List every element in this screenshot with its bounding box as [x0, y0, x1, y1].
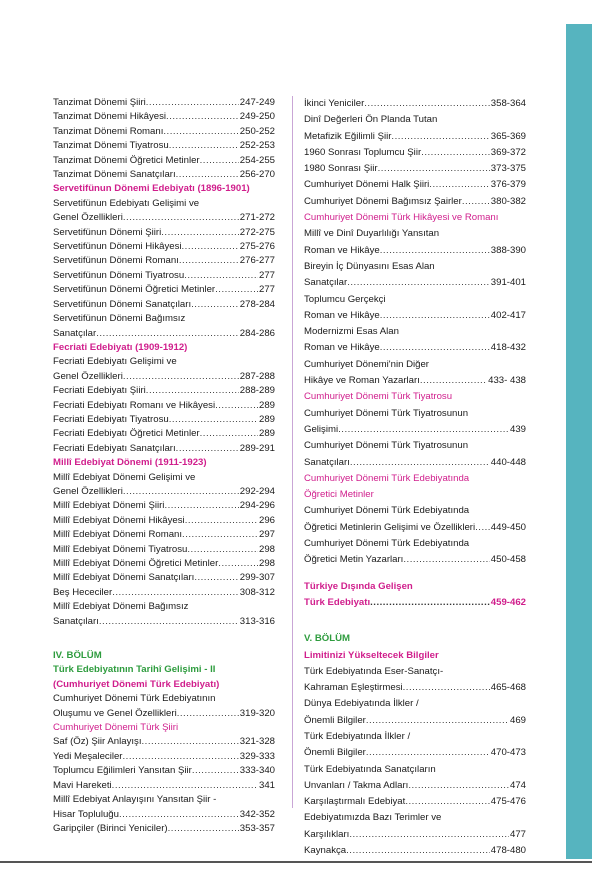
- dot-leader: [408, 778, 509, 794]
- dot-leader: [380, 243, 490, 259]
- toc-entry[interactable]: [53, 499, 275, 513]
- toc-entry[interactable]: [304, 778, 526, 794]
- dot-leader: [176, 442, 239, 456]
- toc-entry-title: Beş Hececiler: [53, 586, 113, 598]
- toc-entry-line: Dünya Edebiyatında İlkler /: [304, 698, 419, 710]
- toc-entry-title: Fecriati Edebiyatı Tiyatrosu: [53, 413, 169, 425]
- toc-entry-title: Saf (Öz) Şiir Anlayışı: [53, 736, 142, 748]
- section-heading: Limitinizi Yükseltecek Bilgiler: [304, 649, 439, 661]
- toc-entry-title: Roman ve Hikâye: [304, 309, 380, 321]
- toc-entry[interactable]: [53, 442, 275, 456]
- section-heading: Servetifünun Dönemi Edebiyatı (1896-1901): [53, 183, 250, 195]
- toc-entry[interactable]: [304, 843, 526, 859]
- toc-page-number: 373-375: [490, 163, 526, 175]
- toc-entry[interactable]: [304, 794, 526, 810]
- dot-leader: [347, 275, 490, 291]
- toc-entry[interactable]: [304, 96, 526, 112]
- toc-entry-title: Cumhuriyet Dönemi Halk Şiiri: [304, 179, 430, 191]
- toc-page-number: 256-270: [239, 169, 275, 181]
- dot-leader: [420, 373, 487, 389]
- toc-entry[interactable]: [53, 571, 275, 585]
- toc-entry-title: Millî Edebiyat Dönemi Tiyatrosu: [53, 543, 188, 555]
- toc-page-number: 288-289: [239, 385, 275, 397]
- toc-page-number: 391-401: [490, 277, 526, 289]
- toc-page-number: 439: [509, 423, 526, 435]
- toc-page-number: 477: [509, 828, 526, 840]
- toc-entry-title: Servetifünun Dönemi Romanı: [53, 255, 179, 267]
- dot-leader: [112, 586, 239, 600]
- toc-entry-line: Dinî Değerleri Ön Planda Tutan: [304, 114, 438, 126]
- toc-page-number: 284-286: [239, 327, 275, 339]
- toc-entry-title: Genel Özellikleri: [53, 370, 123, 382]
- toc-page-number: 380-382: [490, 195, 526, 207]
- part-heading: Türk Edebiyatının Tarihî Gelişimi - II: [53, 664, 216, 676]
- column-divider: [292, 96, 293, 808]
- toc-entry-title: Millî Edebiyat Dönemi Şiiri: [53, 500, 165, 512]
- dot-leader: [194, 571, 238, 585]
- toc-page-number: 289: [258, 413, 275, 425]
- dot-leader: [338, 422, 509, 438]
- toc-entry[interactable]: [53, 543, 275, 557]
- dot-leader: [192, 764, 239, 778]
- toc-page-number: 287-288: [239, 370, 275, 382]
- toc-entry-title: Unvanları / Takma Adları: [304, 779, 409, 791]
- toc-entry[interactable]: [53, 808, 275, 822]
- toc-entry-title: Mavi Hareketi: [53, 779, 112, 791]
- toc-page-number: 254-255: [239, 154, 275, 166]
- toc-page-number: 247-249: [239, 97, 275, 108]
- toc-page-number: 474: [509, 779, 526, 791]
- toc-page-number: 298: [258, 558, 275, 569]
- toc-entry-line: Cumhuriyet Dönemi Türk Edebiyatının: [53, 693, 216, 705]
- toc-entry-title: Millî Edebiyat Dönemi Öğretici Metinler: [53, 558, 219, 569]
- toc-entry-title: Türk Edebiyatı: [304, 596, 371, 608]
- toc-entry-title: Millî Edebiyat Dönemi Romanı: [53, 529, 183, 541]
- toc-entry-line: Servetifünun Edebiyatı Gelişimi ve: [53, 197, 200, 209]
- dot-leader: [185, 514, 258, 528]
- toc-page-number: 459-462: [490, 596, 526, 608]
- toc-entry[interactable]: [304, 520, 526, 536]
- toc-column-right: [304, 96, 526, 859]
- dot-leader: [142, 735, 239, 749]
- toc-entry-line: Cumhuriyet Dönemi Türk Tiyatrosunun: [304, 407, 469, 419]
- dot-leader: [184, 269, 258, 283]
- toc-entry-title: Millî Edebiyat Dönemi Hikâyesi: [53, 514, 185, 526]
- toc-entry-line: Türk Edebiyatında İlkler /: [304, 730, 411, 742]
- dot-leader: [169, 413, 258, 427]
- toc-entry-title: 1960 Sonrası Toplumcu Şiir: [304, 146, 422, 158]
- toc-entry[interactable]: [304, 340, 526, 356]
- toc-entry-title: Yedi Meşaleciler: [53, 750, 123, 762]
- dot-leader: [177, 707, 239, 721]
- toc-entry[interactable]: [53, 96, 275, 110]
- toc-page-number: 440-448: [490, 456, 526, 468]
- toc-page-number: 252-253: [239, 140, 275, 152]
- toc-entry-title: Önemli Bilgiler: [304, 714, 366, 726]
- toc-entry[interactable]: [304, 680, 526, 696]
- dot-leader: [349, 827, 509, 843]
- toc-entry[interactable]: [304, 595, 526, 611]
- toc-entry-title: Roman ve Hikâye: [304, 244, 380, 256]
- toc-entry-title: Fecriati Edebiyatı Sanatçıları: [53, 442, 176, 454]
- dot-leader: [96, 327, 239, 341]
- toc-entry-title: Roman ve Hikâye: [304, 342, 380, 354]
- toc-page-number: 465-468: [490, 682, 526, 694]
- toc-entry[interactable]: [53, 764, 275, 778]
- toc-entry-title: Fecriati Edebiyatı Öğretici Metinler: [53, 428, 200, 440]
- dot-leader: [218, 557, 258, 571]
- dot-leader: [200, 427, 258, 441]
- toc-entry[interactable]: [53, 586, 275, 600]
- dot-leader: [429, 177, 489, 193]
- section-spacer: [53, 629, 275, 649]
- dot-leader: [164, 499, 238, 513]
- dot-leader: [462, 194, 490, 210]
- toc-page-number: 369-372: [490, 146, 526, 158]
- toc-entry[interactable]: [304, 275, 526, 291]
- toc-entry[interactable]: [53, 485, 275, 499]
- dot-leader: [163, 125, 238, 139]
- toc-entry-title: Hikâye ve Roman Yazarları: [304, 375, 420, 387]
- toc-entry[interactable]: [304, 713, 526, 729]
- toc-entry-line: Servetifünun Dönemi Bağımsız: [53, 313, 186, 325]
- dot-leader: [166, 110, 239, 124]
- dot-leader: [123, 485, 239, 499]
- toc-entry-line: Edebiyatımızda Bazı Terimler ve: [304, 812, 442, 824]
- toc-entry[interactable]: [53, 211, 275, 225]
- toc-page-number: 365-369: [490, 130, 526, 142]
- toc-entry-line: Cumhuriyet Dönemi Türk Edebiyatında: [304, 538, 470, 550]
- toc-page-number: 319-320: [239, 707, 275, 719]
- toc-page-number: 418-432: [490, 342, 526, 354]
- toc-entry-title: Genel Özellikleri: [53, 212, 123, 224]
- toc-entry-line: Toplumcu Gerçekçi: [304, 293, 386, 305]
- toc-entry[interactable]: [304, 243, 526, 259]
- toc-entry-line: Millî Edebiyat Dönemi Gelişimi ve: [53, 471, 196, 483]
- toc-entry[interactable]: [53, 779, 275, 793]
- toc-entry[interactable]: [53, 240, 275, 254]
- toc-entry-title: Toplumcu Eğilimleri Yansıtan Şiir: [53, 765, 192, 777]
- toc-page-number: 353-357: [239, 822, 275, 834]
- toc-entry-title: Tanzimat Dönemi Romanı: [53, 125, 164, 137]
- dot-leader: [168, 822, 239, 836]
- toc-entry[interactable]: [53, 298, 275, 312]
- toc-entry[interactable]: [53, 110, 275, 124]
- toc-page-number: 276-277: [239, 255, 275, 267]
- toc-entry-title: Tanzimat Dönemi Öğretici Metinler: [53, 154, 200, 166]
- toc-page-number: 308-312: [239, 586, 275, 598]
- toc-entry[interactable]: [53, 399, 275, 413]
- dot-leader: [146, 96, 239, 110]
- toc-page-number: 277: [258, 284, 275, 296]
- dot-leader: [403, 680, 490, 696]
- dot-leader: [200, 154, 239, 168]
- toc-entry[interactable]: [53, 427, 275, 441]
- section-heading: Türkiye Dışında Gelişen: [304, 580, 413, 592]
- dot-leader: [176, 168, 239, 182]
- toc-entry-title: Tanzimat Dönemi Hikâyesi: [53, 111, 167, 123]
- toc-entry[interactable]: [304, 177, 526, 193]
- dot-leader: [364, 96, 490, 112]
- toc-entry-title: İkinci Yeniciler: [304, 98, 365, 109]
- toc-page-number: 271-272: [239, 212, 275, 224]
- toc-page-number: 272-275: [239, 226, 275, 238]
- subsection-heading: Cumhuriyet Dönemi Türk Edebiyatında: [304, 472, 470, 484]
- section-spacer: [304, 569, 526, 579]
- toc-page-number: 298: [258, 543, 275, 555]
- toc-page-number: 388-390: [490, 244, 526, 256]
- toc-entry[interactable]: [53, 226, 275, 240]
- toc-page-number: 342-352: [239, 808, 275, 820]
- toc-entry[interactable]: [304, 455, 526, 471]
- toc-page-number: 376-379: [490, 179, 526, 191]
- toc-page-number: 321-328: [239, 736, 275, 748]
- toc-entry[interactable]: [53, 269, 275, 283]
- toc-entry-line: Cumhuriyet Dönemi Türk Edebiyatında: [304, 505, 470, 517]
- section-heading: (Cumhuriyet Dönemi Türk Edebiyatı): [53, 678, 220, 690]
- toc-page-number: 449-450: [490, 521, 526, 533]
- dot-leader: [187, 543, 258, 557]
- toc-entry-title: Servetifünun Dönemi Öğretici Metinler: [53, 284, 216, 296]
- page-bottom-rule: [0, 861, 592, 863]
- toc-entry[interactable]: [53, 254, 275, 268]
- toc-page-number: 358-364: [490, 98, 526, 109]
- toc-entry[interactable]: [53, 370, 275, 384]
- toc-entry-title: Millî Edebiyat Dönemi Sanatçıları: [53, 572, 195, 584]
- dot-leader: [161, 226, 239, 240]
- dot-leader: [366, 745, 490, 761]
- toc-entry-title: Tanzimat Dönemi Şiiri: [53, 97, 146, 108]
- toc-entry[interactable]: [53, 384, 275, 398]
- dot-leader: [179, 254, 239, 268]
- subsection-heading: Cumhuriyet Dönemi Türk Hikâyesi ve Romanı: [304, 212, 499, 224]
- toc-entry-title: Kaynakça: [304, 845, 347, 857]
- toc-entry-title: Kahraman Eşleştirmesi: [304, 682, 403, 694]
- dot-leader: [370, 595, 490, 611]
- toc-entry[interactable]: [53, 283, 275, 297]
- subsection-heading: Öğretici Metinler: [304, 489, 374, 501]
- dot-leader: [391, 129, 489, 145]
- toc-page-number: 275-276: [239, 241, 275, 253]
- toc-entry[interactable]: [53, 750, 275, 764]
- toc-entry[interactable]: [53, 168, 275, 182]
- toc-page-number: 289-291: [239, 442, 275, 454]
- toc-entry-title: 1980 Sonrası Şiir: [304, 163, 378, 175]
- toc-entry-title: Metafizik Eğilimli Şiir: [304, 130, 392, 142]
- toc-entry[interactable]: [53, 327, 275, 341]
- toc-entry-line: Fecriati Edebiyatı Gelişimi ve: [53, 356, 177, 368]
- toc-page-number: 470-473: [490, 747, 526, 759]
- toc-page-number: 341: [258, 779, 275, 791]
- toc-entry[interactable]: [53, 413, 275, 427]
- toc-page-number: 450-458: [490, 554, 526, 566]
- toc-entry-title: Önemli Bilgiler: [304, 747, 366, 759]
- section-heading: Fecriati Edebiyatı (1909-1912): [53, 341, 188, 353]
- dot-leader: [146, 384, 239, 398]
- toc-entry-title: Servetifünun Dönemi Hikâyesi: [53, 241, 182, 253]
- toc-page-number: 278-284: [239, 298, 275, 310]
- toc-entry-line: Millî Edebiyat Dönemi Bağımsız: [53, 601, 189, 613]
- toc-entry-line: Bireyin İç Dünyasını Esas Alan: [304, 260, 435, 272]
- dot-leader: [215, 283, 258, 297]
- toc-entry[interactable]: [53, 707, 275, 721]
- dot-leader: [380, 308, 490, 324]
- section-spacer: [304, 611, 526, 631]
- toc-entry-title: Öğretici Metin Yazarları: [304, 554, 404, 566]
- dot-leader: [346, 843, 490, 859]
- toc-entry[interactable]: [53, 528, 275, 542]
- dot-leader: [99, 615, 239, 629]
- toc-entry-title: Sanatçıları: [304, 456, 350, 468]
- dot-leader: [123, 370, 239, 384]
- part-heading: V. BÖLÜM: [304, 633, 351, 645]
- toc-entry[interactable]: [304, 308, 526, 324]
- toc-entry[interactable]: [53, 557, 275, 571]
- toc-entry[interactable]: [304, 552, 526, 568]
- toc-entry-title: Tanzimat Dönemi Tiyatrosu: [53, 140, 169, 152]
- toc-entry[interactable]: [304, 194, 526, 210]
- toc-entry-title: Hisar Topluluğu: [53, 808, 119, 820]
- toc-entry-line: Cumhuriyet Dönemi Türk Tiyatrosunun: [304, 440, 469, 452]
- toc-entry[interactable]: [304, 827, 526, 843]
- toc-entry-line: Türk Edebiyatında Sanatçıların: [304, 763, 436, 775]
- toc-page-number: 329-333: [239, 750, 275, 762]
- toc-entry[interactable]: [53, 615, 275, 629]
- toc-entry-title: Oluşumu ve Genel Özellikleri: [53, 707, 177, 719]
- toc-entry[interactable]: [53, 154, 275, 168]
- toc-entry[interactable]: [304, 129, 526, 145]
- part-heading: IV. BÖLÜM: [53, 650, 102, 662]
- toc-page-number: 478-480: [490, 845, 526, 857]
- toc-page-number: 313-316: [239, 615, 275, 627]
- toc-entry-line: Türk Edebiyatında Eser-Sanatçı-: [304, 665, 444, 677]
- dot-leader: [123, 211, 239, 225]
- toc-page-number: 289: [258, 399, 275, 411]
- toc-entry-title: Servetifünun Dönemi Şiiri: [53, 226, 162, 238]
- toc-entry[interactable]: [53, 735, 275, 749]
- dot-leader: [350, 455, 490, 471]
- toc-entry[interactable]: [53, 822, 275, 836]
- toc-entry-line: Millî ve Dinî Duyarlılığı Yansıtan: [304, 228, 440, 240]
- toc-entry-title: Fecriati Edebiyatı Romanı ve Hikâyesi: [53, 399, 216, 411]
- toc-entry-title: Servetifünun Dönemi Sanatçıları: [53, 298, 192, 310]
- toc-entry[interactable]: [304, 161, 526, 177]
- section-heading: Millî Edebiyat Dönemi (1911-1923): [53, 457, 207, 469]
- dot-leader: [191, 298, 239, 312]
- dot-leader: [182, 528, 258, 542]
- toc-page-number: 250-252: [239, 125, 275, 137]
- dot-leader: [112, 779, 258, 793]
- toc-entry-title: Sanatçılar: [53, 327, 97, 339]
- toc-entry-title: Garipçiler (Birinci Yeniciler): [53, 822, 168, 834]
- toc-entry[interactable]: [304, 373, 526, 389]
- toc-page-number: 433- 438: [488, 375, 526, 387]
- dot-leader: [475, 520, 490, 536]
- toc-entry-title: Fecriati Edebiyatı Şiiri: [53, 385, 146, 397]
- subsection-heading: Cumhuriyet Dönemi Türk Tiyatrosu: [304, 391, 453, 403]
- toc-page-number: 294-296: [239, 500, 275, 512]
- toc-entry-title: Karşılaştırmalı Edebiyat: [304, 796, 406, 808]
- toc-entry-title: Karşılıkları: [304, 828, 350, 840]
- toc-entry-title: Öğretici Metinlerin Gelişimi ve Özellikleri: [304, 521, 476, 533]
- toc-entry-title: Sanatçılar: [304, 277, 348, 289]
- toc-page-number: 402-417: [490, 309, 526, 321]
- dot-leader: [215, 399, 258, 413]
- dot-leader: [380, 340, 490, 356]
- toc-page-number: 292-294: [239, 485, 275, 497]
- toc-entry-title: Servetifünun Dönemi Tiyatrosu: [53, 269, 185, 281]
- toc-entry[interactable]: [53, 125, 275, 139]
- toc-entry-line: Millî Edebiyat Anlayışını Yansıtan Şiir -: [53, 794, 217, 806]
- toc-page-number: 297: [258, 529, 275, 541]
- toc-page-number: 475-476: [490, 796, 526, 808]
- toc-page-number: 333-340: [239, 765, 275, 777]
- toc-page-number: 249-250: [239, 111, 275, 123]
- dot-leader: [378, 161, 490, 177]
- toc-entry-title: Gelişimi: [304, 423, 339, 435]
- dot-leader: [169, 139, 239, 153]
- toc-entry[interactable]: [304, 145, 526, 161]
- chapter-color-tab: [566, 24, 592, 859]
- toc-page-number: 277: [258, 269, 275, 281]
- dot-leader: [405, 794, 489, 810]
- toc-column-left: [53, 96, 275, 836]
- toc-entry-title: Genel Özellikleri: [53, 485, 123, 497]
- toc-page-number: 299-307: [239, 572, 275, 584]
- toc-entry[interactable]: [53, 139, 275, 153]
- dot-leader: [182, 240, 239, 254]
- toc-page-number: 469: [509, 714, 526, 726]
- dot-leader: [403, 552, 489, 568]
- toc-entry-title: Tanzimat Dönemi Sanatçıları: [53, 169, 176, 181]
- toc-entry[interactable]: [53, 514, 275, 528]
- subsection-heading: Cumhuriyet Dönemi Türk Şiiri: [53, 722, 179, 734]
- toc-entry-title: Cumhuriyet Dönemi Bağımsız Şairler: [304, 195, 462, 207]
- toc-entry-title: Sanatçıları: [53, 615, 99, 627]
- toc-page-number: 296: [258, 514, 275, 526]
- dot-leader: [119, 808, 239, 822]
- dot-leader: [366, 713, 509, 729]
- toc-entry[interactable]: [304, 745, 526, 761]
- toc-entry-line: Modernizmi Esas Alan: [304, 326, 399, 338]
- toc-entry[interactable]: [304, 422, 526, 438]
- toc-entry-line: Cumhuriyet Dönemi'nin Diğer: [304, 358, 429, 370]
- toc-page-number: 289: [258, 428, 275, 440]
- dot-leader: [421, 145, 490, 161]
- dot-leader: [123, 750, 239, 764]
